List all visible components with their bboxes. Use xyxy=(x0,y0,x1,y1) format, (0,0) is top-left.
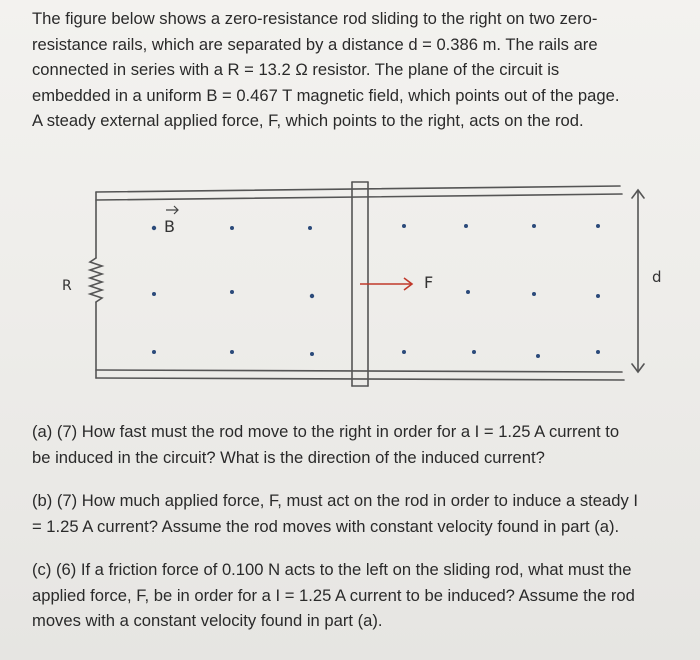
circuit-diagram xyxy=(0,170,700,410)
circuit-figure xyxy=(0,170,700,410)
statement-line: embedded in a uniform B = 0.467 T magnetic field, which points out of the page. xyxy=(32,85,620,105)
label-F: F xyxy=(424,273,434,292)
statement-line: A steady external applied force, F, which points to the right, acts on the rod. xyxy=(32,111,584,130)
resistor-symbol xyxy=(90,258,102,302)
statement-line: The figure below shows a zero-resistance rod sliding to the right on two zero- xyxy=(32,9,598,28)
question-line: (b) (7) How much applied force, F, must act on the rod in order to induce a steady I xyxy=(32,491,638,510)
statement-line: connected in series with a R = 13.2 Ω resistor. The plane of the circuit is xyxy=(32,60,560,79)
question-line: applied force, F, be in order for a I = 1.25 A current to be induced? Assume the rod xyxy=(32,585,635,605)
question-b xyxy=(32,488,692,539)
statement-line: resistance rails, which are separated by a distance d = 0.386 m. The rails are xyxy=(32,34,598,54)
question-a xyxy=(32,419,692,470)
bottom-rail xyxy=(96,370,624,380)
label-R: R xyxy=(62,278,72,294)
question-line: be induced in the circuit? What is the direction of the induced current? xyxy=(32,447,545,467)
problem-statement xyxy=(32,6,682,134)
question-c xyxy=(32,557,692,634)
question-line: = 1.25 A current? Assume the rod moves with constant velocity found in part (a). xyxy=(32,516,620,536)
magnetic-field-dots xyxy=(152,224,600,358)
question-line: (a) (7) How fast must the rod move to the right in order for a I = 1.25 A current to xyxy=(32,422,620,441)
question-line: (c) (6) If a friction force of 0.100 N acts to the left on the sliding rod, what must the xyxy=(32,560,632,579)
label-d: d xyxy=(652,268,662,286)
label-B: B xyxy=(164,217,175,236)
top-rail xyxy=(96,186,622,200)
question-line: moves with a constant velocity found in part (a). xyxy=(32,611,383,630)
